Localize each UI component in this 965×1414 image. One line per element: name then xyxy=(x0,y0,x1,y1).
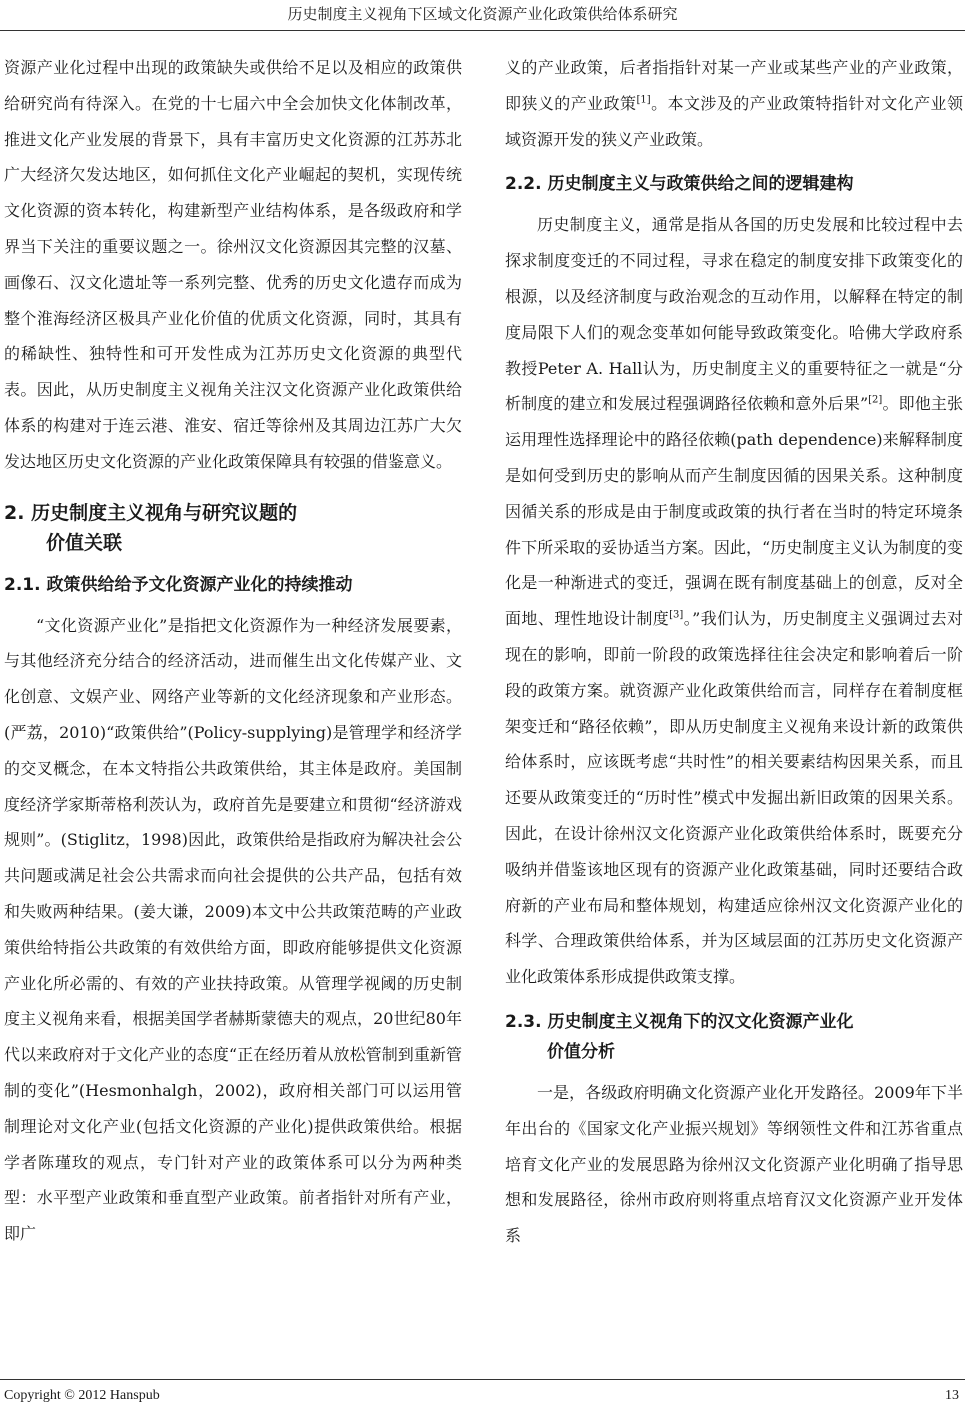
page-footer xyxy=(0,1379,965,1414)
copyright-notice: Copyright © 2012 Hanspub xyxy=(4,1388,160,1403)
section-number: 2. xyxy=(4,501,25,524)
section-title-line1: 历史制度主义视角与研究议题的 xyxy=(31,501,298,524)
citation-ref-1: [1] xyxy=(636,94,651,106)
subsection-number: 2.1. xyxy=(4,574,41,595)
left-column xyxy=(4,50,462,1252)
subsection-title: 历史制度主义与政策供给之间的逻辑建构 xyxy=(547,174,854,195)
running-header-title: 历史制度主义视角下区域文化资源产业化政策供给体系研究 xyxy=(287,5,678,23)
text-run: 义的产业政策，后者指指针对某一产业或某些产业的产业政策，即狭义的产业政策 xyxy=(505,58,963,113)
paragraph-2-3: 一是，各级政府明确文化资源产业化开发路径。2009年下半年出台的《国家文化产业振兴规划》等纲领性文件和江苏省重点培育文化产业的发展思路为徐州汉文化资源产业化明确了指导思想和发展路径，徐州市政府则将重点培育汉文化资源产业开发体系 xyxy=(505,1082,963,1246)
running-header xyxy=(0,0,965,31)
paragraph-intro-continued: 资源产业化过程中出现的政策缺失或供给不足以及相应的政策供给研究尚有待深入。在党的十七届六中全会加快文化体制改革，推进文化产业发展的背景下，具有丰富历史文化资源的江苏苏北广大经济欠发达地区，如何抓住文化产业崛起的契机，实现传统文化资源的资本转化，构建新型产业结构体系，是各级政府和学界当下关注的重要议题之一。徐州汉文化资源因其完整的汉墓、画像石、汉文化遗址等一系列完整、优秀的历史文化遗存而成为整个淮海经济区极具产业化价值的优质文化资源，同时，其具有的稀缺性、独特性和可开发性成为江苏历史文化资源的典型代表。因此，从历史制度主义视角关注汉文化资源产业化政策供给体系的构建对于连云港、淮安、宿迁等徐州及其周边江苏广大欠发达地区历史文化资源的产业化政策保障具有较强的借鉴意义。 xyxy=(4,58,462,471)
paragraph-2-2 xyxy=(505,207,963,995)
subsection-number: 2.3. xyxy=(505,1011,542,1032)
text-run: 。本文涉及的产业政策特指针对文化产业领域资源开发的狭义产业政策。 xyxy=(505,93,963,149)
page-number: 13 xyxy=(945,1388,959,1403)
text-run: 历史制度主义，通常是指从各国的历史发展和比较过程中去探求制度变迁的不同过程，寻求在稳定的制度安排下政策变化的根源，以及经济制度与政治观念的互动作用，以解释在特定的制度局限下人们的观念变革如何能导致政策变化。哈佛大学政府系教授Peter A. Hall认为，历史制度主义的重要特征之一就是“分析制度的建立和发展过程强调路径依赖和意外后果” xyxy=(505,215,963,414)
subsection-title: 政策供给给予文化资源产业化的持续推动 xyxy=(46,574,353,595)
paragraph-2-1-continued xyxy=(505,50,963,157)
citation-ref-3: [3] xyxy=(669,609,684,621)
text-run: 。即他主张运用理性选择理论中的路径依赖(path dependence)来解释制度是如何受到历史的影响从而产生制度因循的因果关系。这种制度因循关系的形成是由于制度或政策的执行者在当时的特定环境条件下所采取的妥协适当方案。因此，“历史制度主义认为制度的变化是一种渐进式的变迁，强调在既有制度基础上的创意，反对全面地、理性地设计制度 xyxy=(505,394,963,629)
section-2-2-heading xyxy=(505,169,963,199)
subsection-number: 2.2. xyxy=(505,174,542,195)
subsection-title-line2: 价值分析 xyxy=(547,1041,615,1062)
citation-ref-2: [2] xyxy=(868,395,883,407)
section-title-line2: 价值关联 xyxy=(46,531,123,554)
section-2-3-heading xyxy=(505,1007,963,1067)
right-column xyxy=(505,50,963,1254)
section-2-1-heading xyxy=(4,570,462,600)
text-run: 。”我们认为，历史制度主义强调过去对现在的影响，即前一阶段的政策选择往往会决定和影响着后一阶段的政策方案。就资源产业化政策供给而言，同样存在着制度框架变迁和“路径依赖”，即从历史制度主义视角来设计新的政策供给体系时，应该既考虑“共时性”的相关要素结构因果关系，而且还要从政策变迁的“历时性”模式中发掘出新旧政策的因果关系。因此，在设计徐州汉文化资源产业化政策供给体系时，既要充分吸纳并借鉴该地区现有的资源产业化政策基础，同时还要结合政府新的产业布局和整体规划，构建适应徐州汉文化资源产业化的科学、合理政策供给体系，并为区域层面的江苏历史文化资源产业化政策体系形成提供政策支撑。 xyxy=(505,609,963,987)
subsection-title-line1: 历史制度主义视角下的汉文化资源产业化 xyxy=(547,1011,854,1032)
paragraph-2-1: “文化资源产业化”是指把文化资源作为一种经济发展要素，与其他经济充分结合的经济活动，进而催生出文化传媒产业、文化创意、文娱产业、网络产业等新的文化经济现象和产业形态。(严荔，2010)“政策供给”(Policy-supplying)是管理学和经济学的交叉概念，在本文特指公共政策供给，其主体是政府。美国制度经济学家斯蒂格利茨认为，政府首先是要建立和贯彻“经济游戏规则”。(Stiglitz，1998)因此，政策供给是指政府为解决社会公共问题或满足社会公共需求而向社会提供的公共产品，包括有效和失败两种结果。(姜大谦，2009)本文中公共政策范畴的产业政策供给特指公共政策的有效供给方面，即政府能够提供文化资源产业化所必需的、有效的产业扶持政策。从管理学视阈的历史制度主义视角来看，根据美国学者赫斯蒙德夫的观点，20世纪80年代以来政府对于文化产业的态度“正在经历着从放松管制到重新管制的变化”(Hesmonhalgh，2002)，政府相关部门可以运用管制理论对文化产业(包括文化资源的产业化)提供政策供给。根据学者陈瑾玫的观点，专门针对产业的政策体系可以分为两种类型：水平型产业政策和垂直型产业政策。前者指针对所有产业，即广 xyxy=(4,615,462,1244)
section-2-heading xyxy=(4,498,462,558)
